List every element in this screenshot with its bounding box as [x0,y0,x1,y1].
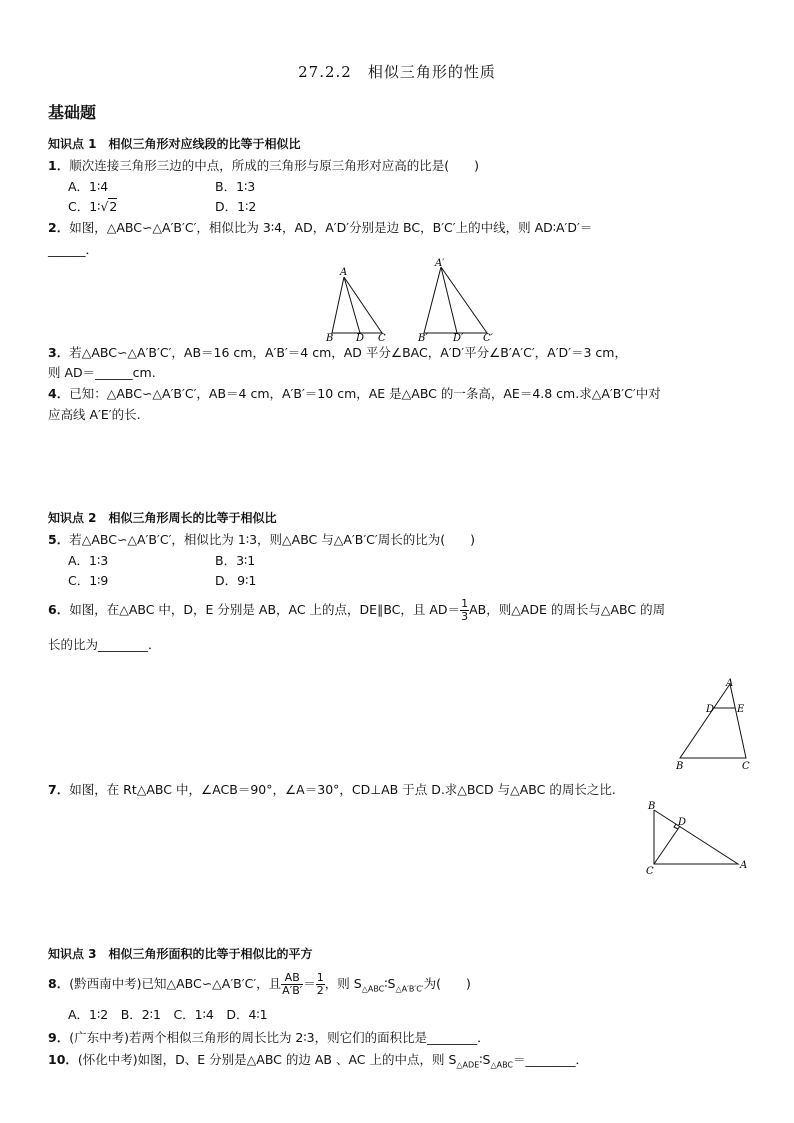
question-10: 10．(怀化中考)如图，D、E 分别是△ABC 的边 AB 、AC 上的中点，则 $S_{\triangle ADE}∶S_{\triangle ABC}=\_\_\_\_\_\_\_\_$． [48,1052,589,1070]
triangle-abc [680,684,746,758]
label-a: A [726,678,734,689]
q1-option-d: D．1∶2 [215,199,257,214]
q5-option-c: C．1∶9 [68,573,109,588]
altitude-cd [654,826,680,864]
label-c: C [378,333,386,343]
median-ad [344,277,360,333]
label-c: C [742,761,750,772]
q5-option-a: A．1∶3 [68,553,109,568]
label-b: B [326,333,334,343]
q1-option-a: A．1∶4 [68,179,109,194]
question-1: 1．顺次连接三角形三边的中点，所成的三角形与原三角形对应高的比是( ) [48,158,479,173]
question-9: 9．(广东中考)若两个相似三角形的周长比为 2∶3，则它们的面积比是________． [48,1030,490,1045]
question-6-line2: 长的比为________． [48,637,161,652]
knowledge-point-3: 知识点 3 相似三角形面积的比等于相似比的平方 [48,947,313,961]
figure-similar-triangles [320,255,510,343]
figure-triangle-de-parallel-bc [672,676,762,772]
question-3: 3．若△ABC∽△A′B′C′，AB＝16 cm，A′B′＝4 cm，AD 平分∠BAC，A′D′平分∠B′A′C′，A′D′＝3 cm， [48,345,627,360]
question-8: 8．(黔西南中考)已知△ABC∽△A′B′C′，且 $\frac{AB}{A'B'}$ ＝ $\frac{1}{2}$ ，则 $S_{\triangle ABC}∶S_{\triangle A'B'C'}$为( ) [48,971,471,997]
triangle-abc [332,277,382,333]
label-e: E [737,704,745,715]
fraction-one-third: $\frac{1}{3}$ [461,597,469,623]
median-a1d1 [441,267,457,333]
knowledge-point-2: 知识点 2 相似三角形周长的比等于相似比 [48,511,277,525]
label-b: B [676,761,684,772]
q5-option-d: D．9∶1 [215,573,257,588]
question-6: 6．如图，在△ABC 中，D，E 分别是 AB，AC 上的点，DE∥BC，且 AD＝ $\frac{1}{3}$ AB，则△ADE 的周长与△ABC 的周 [48,597,666,623]
label-c: C [646,866,654,877]
question-4: 4．已知：△ABC∽△A′B′C′，AB＝4 cm，A′B′＝10 cm，AE 是△ABC 的一条高，AE＝4.8 cm.求△A′B′C′中对 [48,386,661,401]
question-3-line2: 则 AD＝______cm. [48,365,156,380]
label-d: D [706,704,715,715]
label-d-prime: D′ [453,333,464,343]
figure-right-triangle-altitude [642,798,754,878]
page-title: 27.2.2 相似三角形的性质 [298,63,496,81]
fraction-one-half: $\frac{1}{2}$ [316,971,324,997]
label-a: A [740,860,748,871]
q1-option-c: C．1∶√2 [68,199,118,214]
fraction-ab-ratio: $\frac{AB}{A'B'}$ [282,971,303,997]
question-7: 7．如图，在 Rt△ABC 中，∠ACB＝90°，∠A＝30°，CD⊥AB 于点 D.求△BCD 与△ABC 的周长之比. [48,782,616,797]
q5-option-b: B．3∶1 [215,553,256,568]
question-5: 5．若△ABC∽△A′B′C′，相似比为 1∶3，则△ABC 与△A′B′C′周长的比为( ) [48,532,475,547]
label-d: D [678,817,687,828]
label-a: A [340,267,348,278]
label-d: D [356,333,365,343]
q8-options: A．1∶2 B．2∶1 C．1∶4 D．4∶1 [68,1007,268,1022]
label-b: B [648,801,656,812]
question-4-line2: 应高线 A′E′的长. [48,407,141,422]
label-c-prime: C′ [483,333,493,343]
label-a-prime: A′ [435,258,445,269]
question-2: 2．如图，△ABC∽△A′B′C′，相似比为 3∶4，AD，A′D′分别是边 BC，B′C′上的中线，则 AD∶A′D′＝ [48,220,593,235]
triangle-abc [654,810,738,864]
q1-option-b: B．1∶3 [215,179,256,194]
question-2-line2: ______． [48,242,99,257]
triangle-a1b1c1 [424,267,487,333]
knowledge-point-1: 知识点 1 相似三角形对应线段的比等于相似比 [48,137,301,151]
label-b-prime: B′ [418,333,428,343]
section-heading: 基础题 [48,103,97,122]
